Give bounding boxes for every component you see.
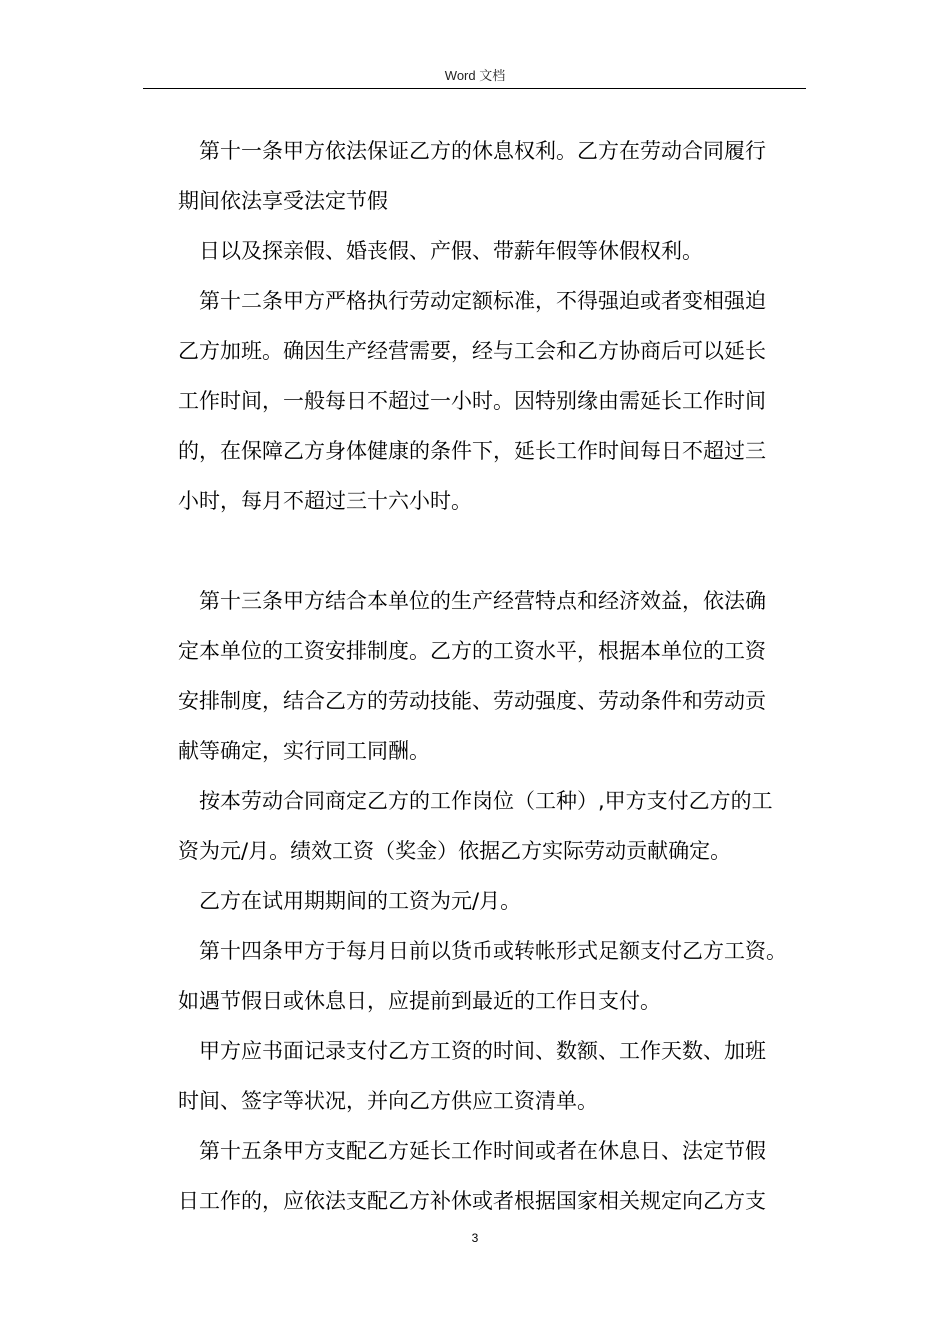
document-body [178, 126, 818, 1226]
page-number: 3 [471, 1231, 479, 1245]
text-line: 的，在保障乙方身体健康的条件下，延长工作时间每日不超过三 [178, 439, 766, 463]
text-line: 第十四条甲方于每月日前以货币或转帐形式足额支付乙方工资。 [199, 939, 787, 963]
paragraph-gap [178, 526, 818, 576]
text-line: 第十五条甲方支配乙方延长工作时间或者在休息日、法定节假 [199, 1139, 766, 1163]
text-line: 第十二条甲方严格执行劳动定额标准，不得强迫或者变相强迫 [199, 289, 766, 313]
text-line: 第十一条甲方依法保证乙方的休息权利。乙方在劳动合同履行 [199, 139, 766, 163]
text-line: 第十三条甲方结合本单位的生产经营特点和经济效益，依法确 [199, 589, 766, 613]
page-header-title: Word 文档 [444, 68, 506, 83]
text-line: 日以及探亲假、婚丧假、产假、带薪年假等休假权利。 [199, 239, 703, 263]
text-line: 小时，每月不超过三十六小时。 [178, 489, 472, 513]
text-line: 时间、签字等状况，并向乙方供应工资清单。 [178, 1089, 598, 1113]
text-line: 甲方应书面记录支付乙方工资的时间、数额、工作天数、加班 [199, 1039, 766, 1063]
text-line: 按本劳动合同商定乙方的工作岗位（工种）,甲方支付乙方的工 [199, 789, 773, 813]
text-line: 乙方加班。确因生产经营需要，经与工会和乙方协商后可以延长 [178, 339, 766, 363]
text-line: 期间依法享受法定节假 [178, 189, 388, 213]
text-line: 如遇节假日或休息日，应提前到最近的工作日支付。 [178, 989, 661, 1013]
text-line: 资为元/月。绩效工资（奖金）依据乙方实际劳动贡献确定。 [178, 839, 732, 863]
text-line: 日工作的，应依法支配乙方补休或者根据国家相关规定向乙方支 [178, 1189, 766, 1213]
text-line: 乙方在试用期期间的工资为元/月。 [199, 889, 522, 913]
text-line: 工作时间，一般每日不超过一小时。因特别缘由需延长工作时间 [178, 389, 766, 413]
text-line: 定本单位的工资安排制度。乙方的工资水平，根据本单位的工资 [178, 639, 766, 663]
text-line: 安排制度，结合乙方的劳动技能、劳动强度、劳动条件和劳动贡 [178, 689, 766, 713]
header-divider [143, 88, 806, 89]
text-line: 献等确定，实行同工同酬。 [178, 739, 430, 763]
